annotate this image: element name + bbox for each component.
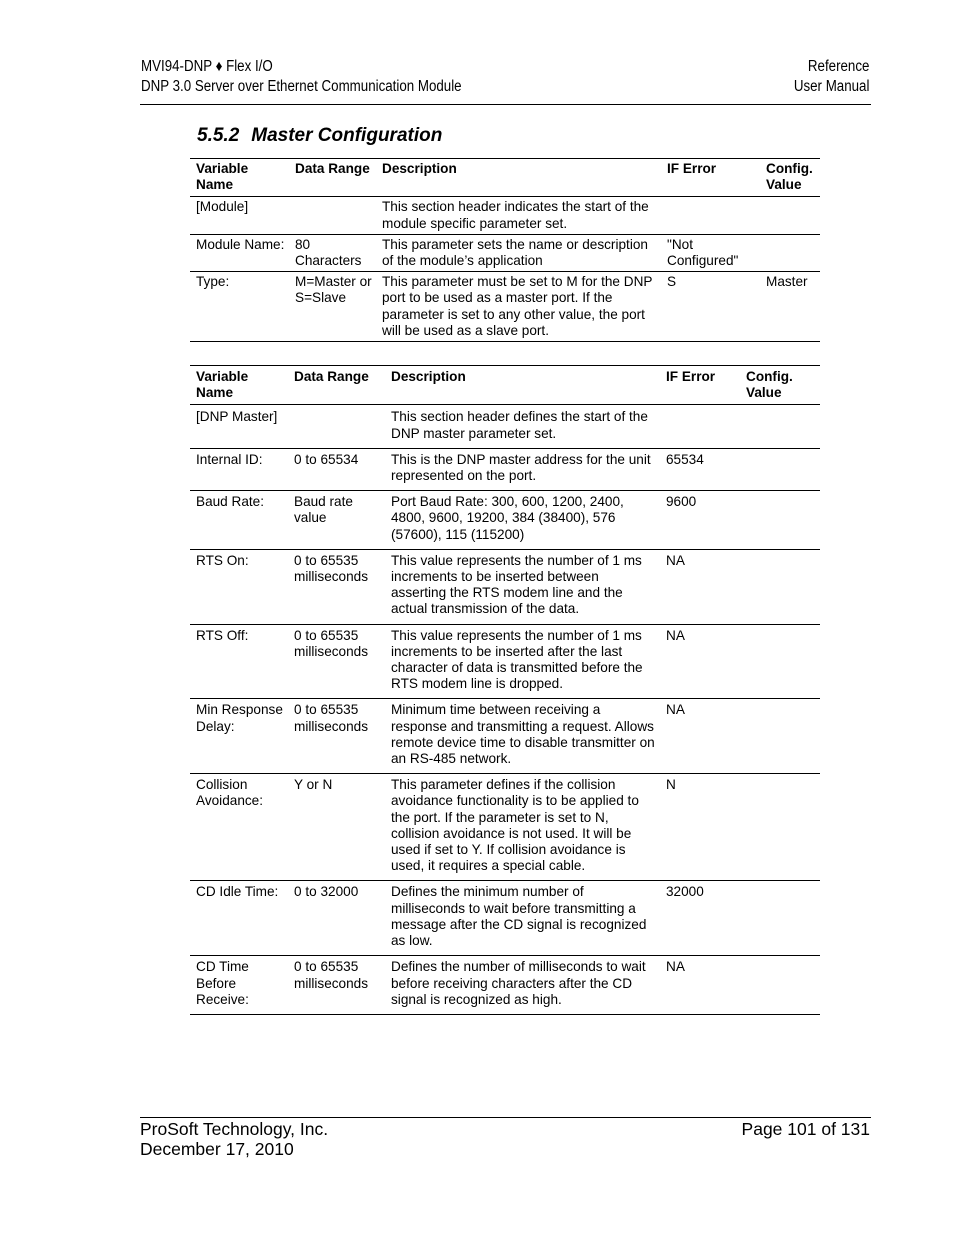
cell-description: This parameter defines if the collision avoidance functionality is to be applied to the port. If the parameter is set to N, collision avoidance is not used. It will be used if set to Y. If collision avoidance is used, it requires a special cable. [391, 777, 639, 874]
footer-divider [140, 1117, 871, 1118]
cell-if-error: "Not Configured" [667, 236, 739, 269]
cell-variable-name: Min Response Delay: [196, 702, 283, 734]
column-header-data-range: Data Range [295, 161, 370, 176]
cell-config-value [760, 234, 820, 271]
cell-data-range: 0 to 65535 milliseconds [294, 702, 369, 734]
column-header-description: Description [382, 161, 457, 176]
table-row [190, 699, 820, 774]
cell-data-range: 0 to 65535 milliseconds [294, 959, 369, 991]
table-row [190, 549, 820, 624]
cell-if-error: NA [666, 702, 685, 718]
table-row [190, 881, 820, 956]
cell-if-error: N [666, 777, 676, 793]
cell-description: This section header defines the start of the DNP master parameter set. [391, 409, 648, 441]
cell-data-range: 0 to 65535 milliseconds [294, 552, 369, 585]
cell-data-range: 80 Characters [295, 236, 362, 269]
column-header-description: Description [391, 369, 466, 384]
table-row [190, 272, 820, 342]
column-header-variable-name: Variable Name [196, 369, 249, 401]
table-body [190, 405, 820, 1015]
column-header-if-error: IF Error [667, 161, 717, 176]
cell-description: This is the DNP master address for the unit represented on the port. [391, 451, 651, 484]
header-module: DNP 3.0 Server over Ethernet Communication Module [141, 77, 462, 95]
cell-description: Minimum time between receiving a response and transmitting a request. Allows remote device time to disable transmitter on an RS-485 network. [391, 702, 655, 767]
header-divider [140, 104, 871, 105]
cell-description: This parameter sets the name or description of the module’s application [382, 236, 648, 269]
cell-variable-name: RTS Off: [196, 627, 249, 643]
table-row [190, 405, 820, 448]
column-header-config-value: Config. Value [746, 369, 793, 401]
header-product: MVI94-DNP ♦ Flex I/O [141, 58, 273, 75]
footer-date: December 17, 2010 [140, 1139, 294, 1159]
table-row [190, 624, 820, 699]
section-heading [197, 125, 442, 147]
table-row [190, 448, 820, 490]
cell-config-value [740, 774, 820, 881]
cell-description: This section header indicates the start of the module specific parameter set. [382, 199, 649, 231]
cell-data-range: Y or N [294, 777, 333, 793]
cell-data-range [289, 197, 376, 234]
section-title: Master Configuration [251, 125, 443, 146]
cell-data-range: 0 to 65535 milliseconds [294, 627, 369, 659]
cell-data-range [288, 405, 385, 448]
section-number: 5.5.2 [197, 125, 240, 146]
column-header-data-range: Data Range [294, 369, 369, 384]
cell-variable-name: Baud Rate: [196, 494, 265, 510]
table-header-row [190, 159, 820, 197]
cell-if-error [660, 405, 740, 448]
cell-variable-name: Collision Avoidance: [196, 777, 264, 809]
cell-description: This parameter must be set to M for the DNP port to be used as a master port. If the parameter is set to any other value, the port will be used as a slave port. [382, 274, 653, 338]
cell-variable-name: CD Idle Time: [196, 884, 279, 900]
cell-config-value [740, 881, 820, 956]
header-doc-type: User Manual [793, 77, 870, 95]
cell-if-error [661, 197, 760, 234]
cell-if-error: S [667, 274, 677, 290]
table-header-row [190, 366, 820, 405]
table-row [190, 774, 820, 881]
cell-if-error: NA [666, 627, 685, 643]
cell-config-value [740, 549, 820, 624]
cell-config-value [740, 624, 820, 699]
table-body [190, 197, 820, 342]
cell-data-range: 0 to 65534 [294, 451, 359, 467]
cell-variable-name: Module Name: [196, 236, 285, 252]
cell-variable-name: CD Time Before Receive: [196, 959, 249, 1007]
cell-description: Defines the number of milliseconds to wait before receiving characters after the CD signal is recognized as high. [391, 959, 646, 1007]
header-section: Reference [807, 58, 870, 75]
footer-left [140, 1119, 328, 1159]
cell-if-error: 32000 [666, 884, 704, 900]
column-header-variable-name: Variable Name [196, 161, 249, 193]
cell-data-range: Baud rate value [294, 494, 353, 526]
cell-config-value [760, 197, 820, 234]
table-row [190, 197, 820, 234]
header-right [141, 57, 869, 96]
column-header-config-value: Config. Value [766, 161, 813, 193]
page-number: Page 101 of 131 [741, 1119, 870, 1139]
cell-data-range: M=Master or S=Slave [295, 274, 372, 306]
cell-config-value [740, 491, 820, 550]
cell-config-value: Master [766, 274, 808, 290]
footer-company: ProSoft Technology, Inc. [140, 1119, 329, 1139]
cell-if-error: NA [666, 552, 685, 568]
cell-description: This value represents the number of 1 ms increments to be inserted between asserting the RTS modem line and the actual transmission of the data. [391, 552, 642, 617]
cell-if-error: 9600 [666, 494, 697, 510]
cell-if-error: 65534 [666, 451, 704, 467]
cell-description: This value represents the number of 1 ms increments to be inserted after the last character of data is transmitted before the RTS modem line is dropped. [391, 627, 643, 692]
cell-variable-name: [DNP Master] [196, 409, 278, 425]
table-row [190, 491, 820, 550]
table-row [190, 956, 820, 1015]
column-header-if-error: IF Error [666, 369, 716, 384]
cell-config-value [740, 956, 820, 1015]
cell-config-value [740, 699, 820, 774]
cell-variable-name: Internal ID: [196, 451, 263, 467]
cell-description: Defines the minimum number of milliseconds to wait before transmitting a message after the CD signal is recognized as low. [391, 884, 647, 949]
cell-variable-name: Type: [196, 274, 230, 290]
module-config-table [190, 158, 820, 342]
cell-description: Port Baud Rate: 300, 600, 1200, 2400, 4800, 9600, 19200, 384 (38400), 576 (57600), 115 (115200) [391, 494, 624, 542]
cell-if-error: NA [666, 959, 685, 975]
cell-config-value [740, 448, 820, 490]
cell-config-value [740, 405, 820, 448]
dnp-master-config-table [190, 365, 820, 1015]
cell-variable-name: RTS On: [196, 552, 249, 568]
cell-data-range: 0 to 32000 [294, 884, 359, 900]
table-row [190, 234, 820, 271]
cell-variable-name: [Module] [196, 199, 249, 215]
